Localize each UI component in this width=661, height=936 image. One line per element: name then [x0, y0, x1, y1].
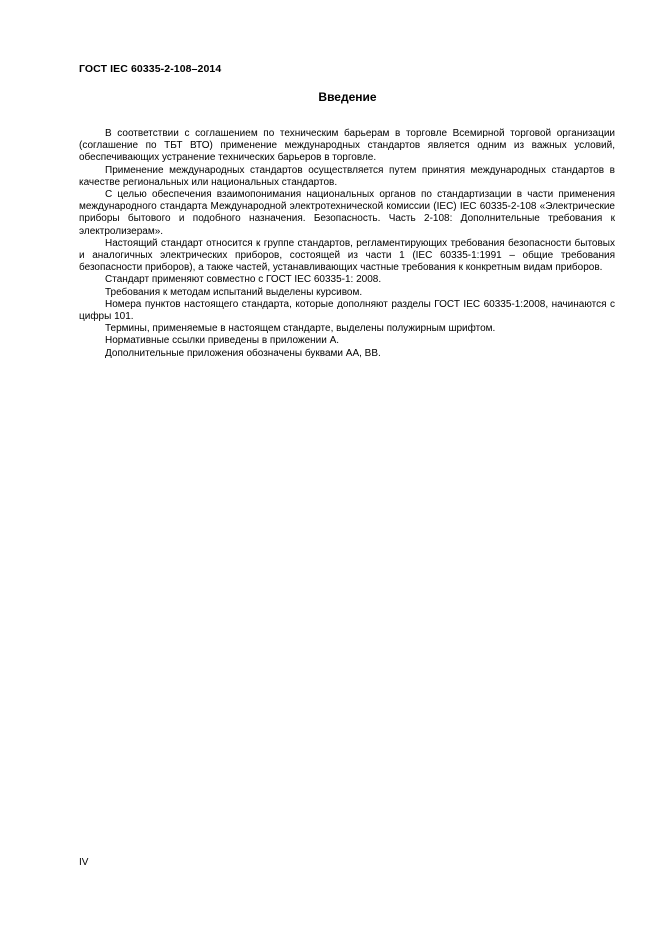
- paragraph-mutual-understanding: С целью обеспечения взаимопонимания национальных органов по стандартизации в части применения международного стандарта Международной электротехнической комиссии (IEC) IEC 60335-2-108 «Электрические приборы бытового и подобного назначения. Безопасность. Часть 2-108: Дополнительные требования к электролизерам».: [79, 189, 615, 237]
- paragraph-test-methods: Требования к методам испытаний выделены курсивом.: [105, 286, 363, 298]
- section-title: Введение: [318, 90, 377, 104]
- document-body: [79, 128, 615, 360]
- page-number: IV: [79, 857, 89, 868]
- paragraph-terms: Термины, применяемые в настоящем стандарте, выделены полужирным шрифтом.: [105, 323, 496, 335]
- paragraph-clause-numbers: Номера пунктов настоящего стандарта, которые дополняют разделы ГОСТ IEC 60335-1:2008, начинаются с цифры 101.: [79, 298, 615, 323]
- paragraph-standard-group: Настоящий стандарт относится к группе стандартов, регламентирующих требования безопасности бытовых и аналогичных электрических приборов, состоящей из части 1 (IEC 60335-1:1991 – общие требования безопасности приборов), а также частей, устанавливающих частные требования к конкретным видам приборов.: [79, 237, 615, 274]
- paragraph-international-standards: Применение международных стандартов осуществляется путем принятия международных стандартов в качестве региональных или национальных стандартов.: [79, 164, 615, 188]
- paragraph-normative-references: Нормативные ссылки приведены в приложении А.: [105, 335, 340, 347]
- paragraph-tbt-agreement: В соответствии с соглашением по техническим барьерам в торговле Всемирной торговой организации (соглашение по ТБТ ВТО) применение международных стандартов является одним из важных условий, обеспечивающих устранение технических барьеров в торговле.: [79, 128, 615, 164]
- document-code-header: ГОСТ IEC 60335-2-108–2014: [79, 63, 222, 75]
- paragraph-used-with: Стандарт применяют совместно с ГОСТ IEC 60335-1: 2008.: [105, 274, 382, 286]
- paragraph-additional-annexes: Дополнительные приложения обозначены буквами АА, ВВ.: [105, 347, 381, 359]
